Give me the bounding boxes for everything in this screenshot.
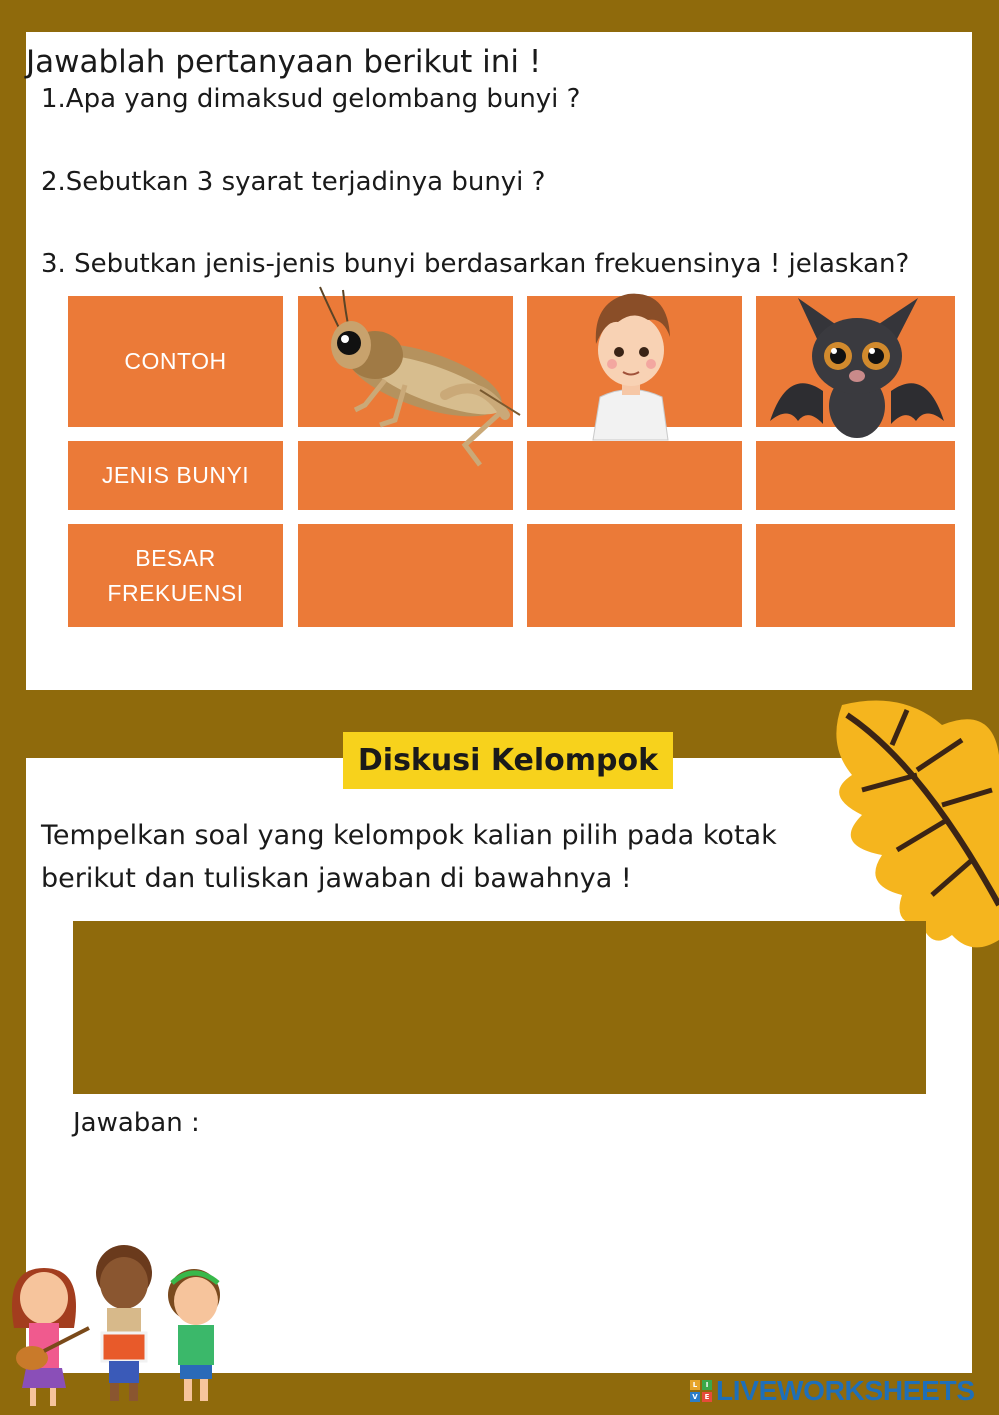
- logo-mark-e: E: [702, 1392, 712, 1402]
- answer-area[interactable]: [73, 1150, 926, 1250]
- group-discussion-heading: Diskusi Kelompok: [343, 732, 673, 789]
- answer-cell-frekuensi-3[interactable]: [756, 524, 955, 627]
- answer-cell-jenis-bunyi-3[interactable]: [756, 441, 955, 510]
- answer-label: Jawaban :: [73, 1108, 200, 1138]
- liveworksheets-logo-text: LIVEWORKSHEETS: [716, 1375, 975, 1406]
- logo-mark-l: L: [690, 1380, 700, 1390]
- group-instruction: Tempelkan soal yang kelompok kalian pilih pada kotak berikut dan tuliskan jawaban di bawahnya !: [41, 820, 777, 894]
- logo-mark-v: V: [690, 1392, 700, 1402]
- row-label-besar-frekuensi-text: BESAR FREKUENSI: [107, 544, 244, 606]
- answer-cell-frekuensi-1[interactable]: [298, 524, 513, 627]
- question-3: 3. Sebutkan jenis-jenis bunyi berdasarkan frekuensinya ! jelaskan?: [41, 249, 910, 279]
- leaf-decoration: [822, 695, 999, 957]
- logo-mark-i: I: [702, 1380, 712, 1390]
- row-label-jenis-bunyi: JENIS BUNYI: [68, 441, 283, 510]
- answer-cell-jenis-bunyi-2[interactable]: [527, 441, 742, 510]
- paste-question-box[interactable]: [73, 921, 926, 1094]
- bat-illustration: [768, 296, 946, 441]
- instruction-heading: Jawablah pertanyaan berikut ini !: [26, 44, 542, 80]
- liveworksheets-logo-mark: [690, 1380, 712, 1402]
- liveworksheets-logo[interactable]: [690, 1374, 975, 1408]
- cricket-illustration: [305, 285, 525, 470]
- row-label-besar-frekuensi: [68, 524, 283, 627]
- answer-cell-frekuensi-2[interactable]: [527, 524, 742, 627]
- boy-illustration: [578, 282, 683, 440]
- question-2: 2.Sebutkan 3 syarat terjadinya bunyi ?: [41, 167, 546, 197]
- row-label-contoh: CONTOH: [68, 296, 283, 427]
- kids-illustration: [4, 1243, 239, 1408]
- question-1: 1.Apa yang dimaksud gelombang bunyi ?: [41, 84, 581, 114]
